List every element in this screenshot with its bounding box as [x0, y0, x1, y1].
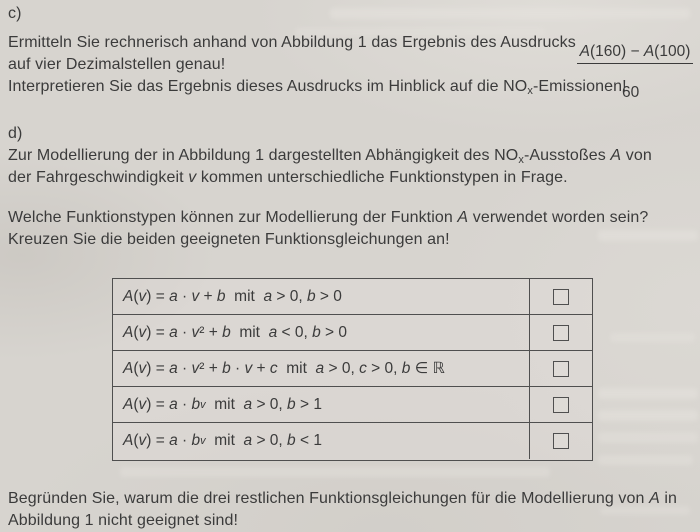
- checkbox[interactable]: [553, 289, 569, 305]
- formula-cell: A ( v ) = a · b v mit a > 0, b > 1: [123, 395, 322, 413]
- checkbox-cell: [529, 423, 592, 459]
- section-c-label: c): [8, 5, 22, 22]
- checkbox[interactable]: [553, 325, 569, 341]
- bleed-through-artifact: [598, 230, 698, 241]
- bleed-through-artifact: [610, 333, 695, 342]
- bleed-through-artifact: [598, 388, 698, 399]
- section-c-task-line-2: auf vier Dezimalstellen genau!: [8, 56, 226, 73]
- formula-cell: A ( v ) = a · b v mit a > 0, b < 1: [123, 432, 322, 450]
- footer-task-line-1: Begründen Sie, warum die drei restlichen Funktionsgleichungen für die Modellierung von A in: [8, 490, 678, 507]
- table-row: [113, 423, 592, 459]
- fraction-denominator: 60: [622, 84, 640, 101]
- fraction-numerator: A(160) − A(100): [577, 43, 694, 64]
- bleed-through-artifact: [330, 8, 690, 19]
- expression-fraction: [568, 25, 693, 120]
- bleed-through-artifact: [598, 455, 693, 465]
- checkbox-cell: [529, 315, 592, 350]
- function-options-table: [112, 278, 593, 461]
- section-d-instruction: Kreuzen Sie die beiden geeigneten Funktionsgleichungen an!: [8, 231, 450, 248]
- checkbox-cell: [529, 279, 592, 314]
- section-d-question: Welche Funktionstypen können zur Modellierung der Funktion A verwendet worden sein?: [8, 209, 649, 226]
- table-row: [113, 315, 592, 351]
- section-d-intro-line-1: Zur Modellierung der in Abbildung 1 dargestellten Abhängigkeit des NOx-Ausstoßes A von: [8, 147, 652, 166]
- checkbox[interactable]: [553, 361, 569, 377]
- formula-cell: A ( v ) = a · v + b mit a > 0, b > 0: [123, 287, 342, 305]
- section-c-task-line-3: Interpretieren Sie das Ergebnis dieses Ausdrucks im Hinblick auf die NOx-Emissionen!: [8, 78, 627, 97]
- bleed-through-artifact: [598, 432, 698, 443]
- checkbox-cell: [529, 387, 592, 422]
- bleed-through-artifact: [598, 410, 698, 421]
- footer-task-line-2: Abbildung 1 nicht geeignet sind!: [8, 512, 239, 529]
- table-row: [113, 387, 592, 423]
- checkbox[interactable]: [553, 397, 569, 413]
- section-d-label: d): [8, 125, 23, 142]
- table-row: [113, 279, 592, 315]
- section-c-task-line-1: Ermitteln Sie rechnerisch anhand von Abbildung 1 das Ergebnis des Ausdrucks: [8, 34, 576, 51]
- checkbox[interactable]: [553, 433, 569, 449]
- checkbox-cell: [529, 351, 592, 386]
- table-row: [113, 351, 592, 387]
- section-d-intro-line-2: der Fahrgeschwindigkeit v kommen unterschiedliche Funktionstypen in Frage.: [8, 169, 568, 186]
- formula-cell: A ( v ) = a · v ² + b mit a < 0, b > 0: [123, 323, 348, 341]
- bleed-through-artifact: [120, 467, 550, 477]
- formula-cell: A ( v ) = a · v ² + b · v + c mit a > 0, c > 0, b ∈ ℝ: [123, 359, 445, 378]
